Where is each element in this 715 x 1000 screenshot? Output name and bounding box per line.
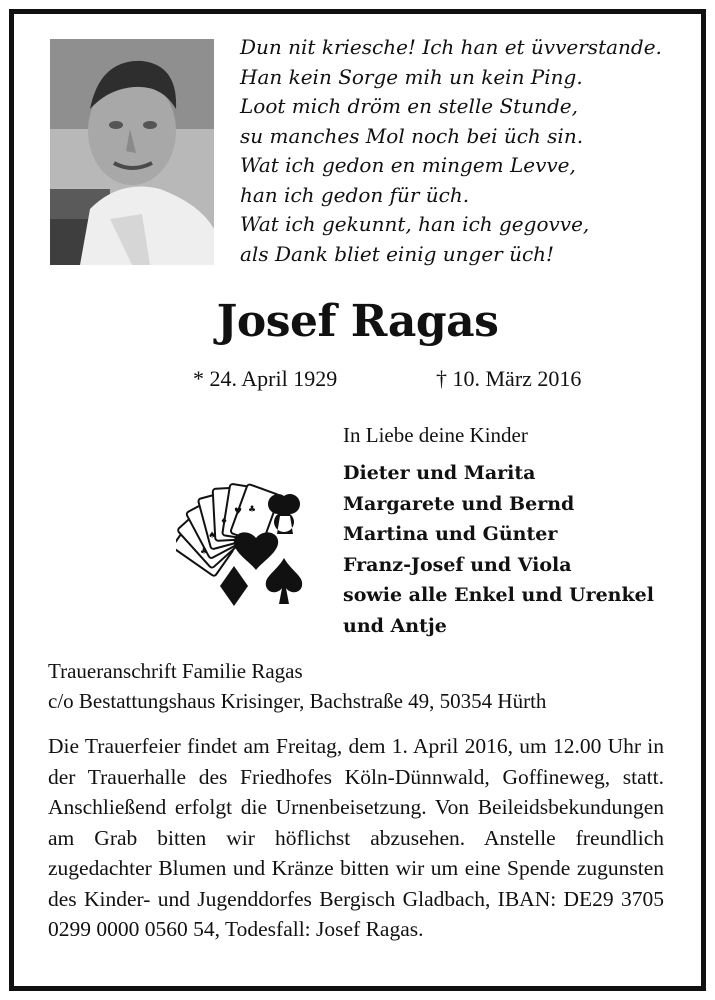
svg-text:♥: ♥ [234, 507, 243, 517]
svg-text:♦: ♦ [220, 517, 229, 527]
poem-line: su manches Mol noch bei üch sin. [240, 123, 584, 148]
deceased-name: Josef Ragas [216, 296, 499, 347]
poem [240, 33, 680, 269]
address-line: c/o Bestattungshaus Krisinger, Bachstraße 49, 50354 Hürth [48, 689, 547, 713]
poem-line: Wat ich gekunnt, han ich gegovve, [240, 212, 590, 236]
address-line: Traueranschrift Familie Ragas [48, 659, 303, 683]
mourners-list [343, 458, 654, 641]
death-date: † 10. März 2016 [436, 366, 582, 391]
poem-line: Han kein Sorge mih un kein Ping. [240, 64, 583, 89]
svg-text:♣: ♣ [200, 547, 209, 557]
mourner-name: Franz-Josef und Viola [343, 553, 572, 576]
mourner-name: Dieter und Marita [343, 462, 536, 484]
playing-cards-icon [176, 482, 326, 617]
portrait-photo [50, 39, 214, 265]
birth-date: * 24. April 1929 [193, 366, 338, 391]
poem-line: Loot mich dröm en stelle Stunde, [240, 94, 578, 118]
poem-line: als Dank bliet einig unger üch! [240, 241, 555, 266]
mourner-name: Martina und Günter [343, 523, 558, 545]
poem-line: han ich gedon für üch. [240, 182, 470, 207]
mourner-name: Margarete und Bernd [343, 492, 575, 515]
poem-line: Dun nit kriesche! Ich han et üvverstande. [240, 35, 662, 59]
mourning-address [48, 656, 688, 716]
svg-text:♠: ♠ [208, 531, 217, 541]
poem-line: Wat ich gedon en mingem Levve, [240, 153, 576, 177]
playing-cards-drawing [176, 482, 326, 617]
mourners-intro: In Liebe deine Kinder [343, 423, 528, 447]
portrait-photo-drawing [50, 39, 214, 265]
svg-text:♣: ♣ [248, 505, 257, 515]
funeral-info-text: Die Trauerfeier findet am Freitag, dem 1. April 2016, um 12.00 Uhr in der Trauerhalle des Friedhofes Köln-Dünnwald, Goffineweg, statt. Anschließend erfolgt die Urnenbeisetzung. Von Beileidsbekundungen am Grab bitten wir höflichst abzusehen. Anstelle freundlich zugedachter Blumen und Kränze bitten wir um eine Spende zugunsten des Kinder- und Jugenddorfes Bergisch Gladbach, IBAN: DE29 3705 0299 0000 0560 54, Todesfall: Josef Ragas. [48, 734, 664, 941]
mourner-name: sowie alle Enkel und Urenkel [343, 584, 654, 606]
mourner-name: und Antje [343, 614, 447, 637]
